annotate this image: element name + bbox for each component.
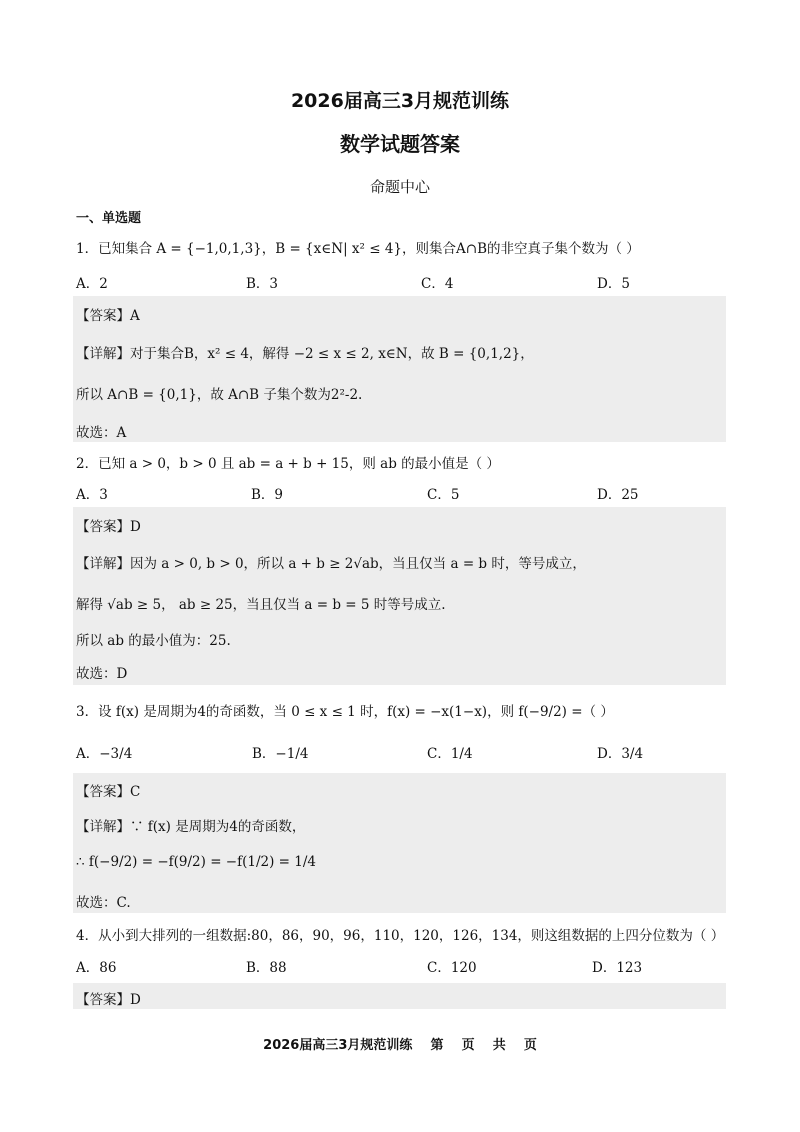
question-4-answer: 【答案】D [76, 992, 141, 1008]
question-1-detail-3: 故选：A [76, 425, 127, 441]
question-4-option-c: C．120 [427, 960, 477, 976]
question-1-option-c: C．4 [421, 276, 454, 292]
question-2-option-d: D．25 [597, 487, 639, 503]
question-2-detail-2: 解得 √ab ≥ 5， ab ≥ 25，当且仅当 a = b = 5 时等号成立. [76, 597, 446, 613]
question-1-detail-1: 【详解】对于集合B，x² ≤ 4，解得 −2 ≤ x ≤ 2, x∈N，故 B = {0,1,2}， [76, 346, 534, 362]
question-3-option-b: B．−1/4 [252, 746, 309, 762]
question-4-option-d: D．123 [592, 960, 643, 976]
document-subtitle: 数学试题答案 [340, 132, 460, 156]
question-4-stem: 4．从小到大排列的一组数据:80，86，90，96，110，120，126，134，则这组数据的上四分位数为（ ） [76, 928, 725, 944]
question-2-option-a: A．3 [76, 487, 108, 503]
question-2-detail-1: 【详解】因为 a > 0, b > 0，所以 a + b ≥ 2√ab，当且仅当 a = b 时，等号成立， [76, 556, 586, 572]
page-footer: 2026届高三3月规范训练 第 页 共 页 [263, 1038, 537, 1053]
question-3-detail-2: ∴ f(−9/2) = −f(9/2) = −f(1/2) = 1/4 [76, 854, 316, 870]
question-3-option-a: A．−3/4 [76, 746, 133, 762]
question-3-answer-box [73, 773, 726, 913]
question-1-answer-box [73, 296, 726, 442]
question-4-option-a: A．86 [76, 960, 117, 976]
question-1-answer: 【答案】A [76, 308, 140, 324]
question-3-detail-3: 故选：C. [76, 895, 131, 911]
question-3-answer: 【答案】C [76, 784, 141, 800]
question-3-detail-1: 【详解】∵ f(x) 是周期为4的奇函数， [76, 819, 306, 835]
question-2-detail-4: 故选：D [76, 666, 128, 682]
question-3-stem: 3．设 f(x) 是周期为4的奇函数，当 0 ≤ x ≤ 1 时，f(x) = −x(1−x)，则 f(−9/2) =（ ） [76, 704, 614, 720]
question-3-option-c: C．1/4 [427, 746, 473, 762]
question-1-option-b: B．3 [246, 276, 279, 292]
question-4-answer-box [73, 983, 726, 1009]
question-4-option-b: B．88 [246, 960, 287, 976]
question-1-option-a: A．2 [76, 276, 108, 292]
section-title: 一、单选题 [76, 211, 142, 226]
question-2-stem: 2．已知 a > 0，b > 0 且 ab = a + b + 15，则 ab 的最小值是（ ） [76, 456, 500, 472]
question-1-stem: 1．已知集合 A = {−1,0,1,3}，B = {x∈N| x² ≤ 4}，则集合A∩B的非空真子集个数为（ ） [76, 241, 640, 257]
question-3-option-d: D．3/4 [597, 746, 644, 762]
document-title: 2026届高三3月规范训练 [290, 90, 510, 112]
question-2-answer: 【答案】D [76, 519, 141, 535]
question-2-option-b: B．9 [251, 487, 284, 503]
question-1-detail-2: 所以 A∩B = {0,1}，故 A∩B 子集个数为2²-2. [76, 387, 363, 403]
question-2-option-c: C．5 [427, 487, 460, 503]
document-author: 命题中心 [369, 178, 430, 196]
question-2-detail-3: 所以 ab 的最小值为：25. [76, 633, 231, 649]
question-1-option-d: D．5 [597, 276, 630, 292]
